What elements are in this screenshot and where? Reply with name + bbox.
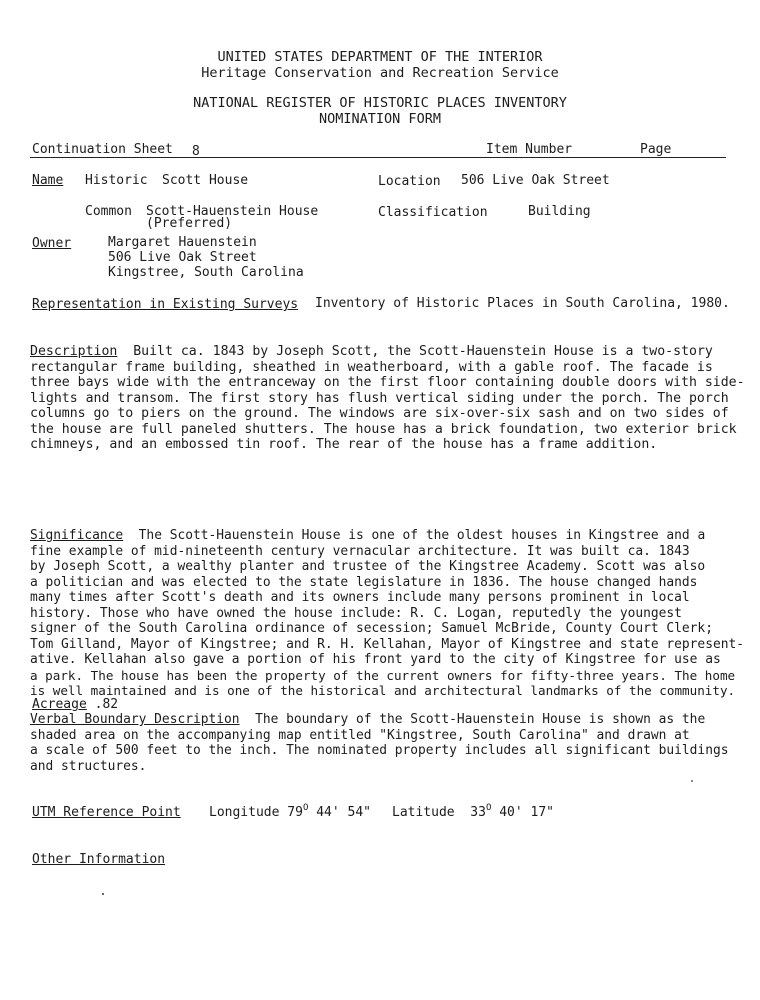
utm-label: UTM Reference Point [32, 805, 181, 820]
boundary-line: shaded area on the accompanying map entitled "Kingstree, South Carolina" and drawn at [30, 727, 690, 743]
latitude-minutes-seconds: 40' 17" [499, 805, 554, 820]
description-line: chimneys, and an embossed tin roof. The rear of the house has a frame addition. [30, 437, 658, 452]
significance-line: signer of the South Carolina ordinance of secession; Samuel McBride, County Court Clerk; [30, 621, 713, 636]
longitude-degrees: 79 [287, 805, 303, 820]
historic-value: Scott House [162, 173, 249, 188]
description-line: lights and transom. The first story has flush vertical siding under the porch. The porch [30, 390, 729, 406]
description-line: the house are full paneled shutters. The house has a brick foundation, two exterior brick [30, 421, 737, 437]
scan-speck [691, 780, 693, 782]
boundary-paragraph [30, 712, 730, 774]
significance-line: history. Those who have owned the house include: R. C. Logan, reputedly the youngest [30, 605, 682, 621]
continuation-sheet-label: Continuation Sheet [32, 142, 173, 157]
significance-paragraph [30, 528, 744, 699]
significance-line: is well maintained and is one of the historical and architectural landmarks of the community. [30, 683, 736, 698]
acreage-value: .82 [94, 697, 119, 712]
owner-label: Owner [32, 236, 72, 251]
significance-line: by Joseph Scott, a wealthy planter and trustee of the Kingstree Academy. Scott was also [30, 559, 706, 574]
boundary-label: Verbal Boundary Description [30, 712, 240, 727]
scan-speck [102, 893, 104, 895]
location-label: Location [378, 174, 441, 189]
description-label: Description [30, 344, 118, 359]
common-note: (Preferred) [146, 216, 233, 231]
owner-name: Margaret Hauenstein [108, 235, 257, 250]
continuation-sheet-value: 8 [192, 144, 200, 159]
owner-city: Kingstree, South Carolina [108, 265, 304, 280]
surveys-label: Representation in Existing Surveys [32, 297, 299, 312]
significance-line: a politician and was elected to the state legislature in 1836. The house changed hands [30, 574, 698, 590]
location-value: 506 Live Oak Street [461, 173, 610, 188]
significance-line: fine example of mid-nineteenth century vernacular architecture. It was built ca. 1843 [30, 543, 690, 559]
boundary-line: and structures. [30, 758, 147, 774]
acreage-row [32, 697, 118, 712]
common-label: Common [85, 204, 132, 219]
form-title: NATIONAL REGISTER OF HISTORIC PLACES INVENTORY [193, 95, 567, 111]
description-line: three bays wide with the entranceway on the first floor containing double doors with side- [30, 375, 745, 390]
classification-value: Building [528, 204, 591, 219]
historic-label: Historic [85, 173, 148, 188]
agency-subtitle: Heritage Conservation and Recreation Service [201, 65, 559, 81]
longitude-reading [209, 805, 371, 820]
form-subtitle: NOMINATION FORM [319, 111, 441, 127]
significance-line: a park. The house has been the property of the current owners for fifty-three years. The home [30, 667, 736, 683]
description-line: columns go to piers on the ground. The windows are six-over-six sash and on two sides of [30, 406, 729, 421]
significance-line: ative. Kellahan also gave a portion of his front yard to the city of Kingstree for use as [30, 652, 721, 667]
significance-first-line: The Scott-Hauenstein House is one of the oldest houses in Kingstree and a [138, 528, 706, 543]
other-information-label: Other Information [32, 852, 166, 867]
latitude-label: Latitude [392, 805, 455, 820]
item-number-label: Item Number [486, 142, 573, 157]
longitude-minutes-seconds: 44' 54" [316, 805, 371, 820]
description-first-line: Built ca. 1843 by Joseph Scott, the Scott-Hauenstein House is a two-story [133, 344, 713, 359]
common-value: Scott-Hauenstein House [146, 204, 319, 219]
longitude-label: Longitude [209, 805, 280, 820]
description-line: rectangular frame building, sheathed in weatherboard, with a gable roof. The facade is [30, 359, 713, 375]
latitude-reading [392, 805, 554, 820]
significance-label: Significance [30, 528, 124, 543]
page-label: Page [640, 142, 672, 157]
significance-line: many times after Scott's death and its owners include many persons prominent in local [30, 590, 690, 605]
acreage-label: Acreage [32, 697, 87, 712]
surveys-value: Inventory of Historic Places in South Carolina, 1980. [315, 296, 730, 311]
significance-line: Tom Gilland, Mayor of Kingstree; and R. H. Kellahan, Mayor of Kingstree and state represent- [30, 636, 744, 652]
header-rule [30, 157, 726, 158]
degree-symbol: O [302, 803, 309, 813]
agency-title: UNITED STATES DEPARTMENT OF THE INTERIOR [217, 49, 543, 65]
latitude-degrees: 33 [470, 805, 486, 820]
degree-symbol: O [485, 803, 492, 813]
description-paragraph [30, 344, 745, 453]
owner-street: 506 Live Oak Street [108, 250, 257, 265]
name-label: Name [32, 173, 64, 188]
boundary-first-line: The boundary of the Scott-Hauenstein House is shown as the [255, 712, 706, 727]
classification-label: Classification [378, 205, 488, 220]
boundary-line: a scale of 500 feet to the inch. The nominated property includes all significant buildings [30, 743, 729, 758]
